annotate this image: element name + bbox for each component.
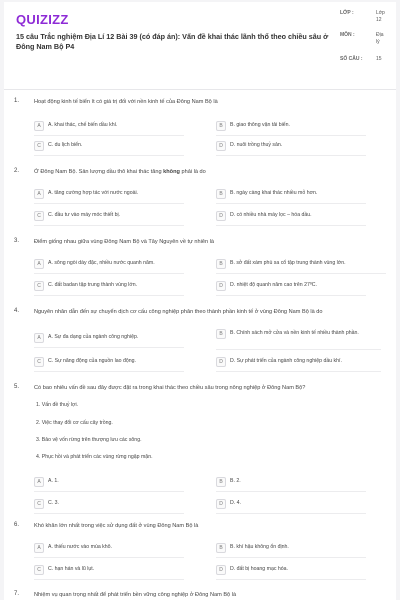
statement-item: 4. Phục hồi và phát triển các vùng rừng ngập mặn. bbox=[36, 454, 153, 460]
option-text: A. thiếu nước vào mùa khô. bbox=[48, 544, 112, 550]
meta-class bbox=[340, 10, 392, 32]
option-letter: D bbox=[216, 281, 226, 291]
option-divider bbox=[34, 135, 184, 136]
statement-item: 1. Vấn đề thuỷ lợi. bbox=[36, 402, 79, 408]
meta-class-label: LỚP : bbox=[340, 10, 354, 16]
option-divider bbox=[34, 273, 184, 274]
meta-subject bbox=[340, 32, 392, 56]
worksheet-meta bbox=[340, 10, 392, 62]
option-divider bbox=[216, 203, 366, 204]
option-text: A. sông ngòi dày đặc, nhiều nước quanh năm. bbox=[48, 260, 155, 266]
option-text: B. Chính sách mở cửa và nền kinh tế nhiều thành phần. bbox=[230, 330, 359, 336]
question-number: 2. bbox=[14, 168, 20, 174]
option-divider bbox=[34, 557, 184, 558]
option-letter: C bbox=[34, 211, 44, 221]
option-letter: C bbox=[34, 499, 44, 509]
option-divider bbox=[34, 579, 184, 580]
option-divider bbox=[216, 349, 381, 350]
option-letter: B bbox=[216, 543, 226, 553]
question-number: 6. bbox=[14, 522, 20, 528]
option-divider bbox=[34, 371, 184, 372]
question-text-end: phải là do bbox=[179, 169, 206, 175]
option-letter: A bbox=[34, 121, 44, 131]
question-number: 5. bbox=[14, 384, 20, 390]
option-letter: C bbox=[34, 281, 44, 291]
option-text: D. 4. bbox=[230, 500, 241, 506]
option-text: B. khí hậu không ổn định. bbox=[230, 544, 289, 550]
option-divider bbox=[34, 155, 184, 156]
option-divider bbox=[216, 579, 366, 580]
question-text: Khó khăn lớn nhất trong việc sử dụng đất ở vùng Đông Nam Bộ là bbox=[34, 523, 199, 529]
option-letter: B bbox=[216, 477, 226, 487]
option-text: C. đất badan tập trung thành vùng lớn. bbox=[48, 282, 138, 288]
option-letter: D bbox=[216, 565, 226, 575]
option-divider bbox=[34, 347, 184, 348]
question-number: 4. bbox=[14, 308, 20, 314]
question-text: Điểm giống nhau giữa vùng Đông Nam Bộ và Tây Nguyên về tự nhiên là bbox=[34, 239, 214, 245]
meta-class-value: Lớp 12 bbox=[376, 10, 385, 23]
question-text-start: Ở Đông Nam Bộ. Sản lượng dầu thô khai thác tăng bbox=[34, 169, 164, 175]
option-divider bbox=[34, 295, 184, 296]
option-text: C. 3. bbox=[48, 500, 59, 506]
option-text: A. 1. bbox=[48, 478, 59, 484]
option-letter: B bbox=[216, 259, 226, 269]
statement-item: 3. Bảo vệ vốn rừng trên thượng lưu các sông. bbox=[36, 437, 142, 443]
option-letter: D bbox=[216, 211, 226, 221]
question-text: Hoạt động kinh tế biển ít có giá trị đối với nền kinh tế của Đông Nam Bộ là bbox=[34, 99, 218, 105]
option-letter: A bbox=[34, 543, 44, 553]
meta-count-label: SỐ CÂU : bbox=[340, 56, 363, 62]
option-divider bbox=[34, 203, 184, 204]
question-text: Nguyên nhân dẫn đến sự chuyển dịch cơ cấu công nghiệp phân theo thành phần kinh tế ở vùng Đông Nam Bộ là do bbox=[34, 309, 323, 315]
option-letter: C bbox=[34, 565, 44, 575]
option-text: C. đầu tư vào máy móc thiết bị. bbox=[48, 212, 121, 218]
worksheet-title: 15 câu Trắc nghiệm Địa Lí 12 Bài 39 (có đáp án): Vấn đề khai thác lãnh thổ theo chiều sâu ở Đông Nam Bộ P4 bbox=[16, 32, 329, 51]
option-letter: D bbox=[216, 357, 226, 367]
option-divider bbox=[216, 371, 381, 372]
option-divider bbox=[34, 225, 184, 226]
option-text: A. khai thác, chế biến dầu khí. bbox=[48, 122, 118, 128]
option-letter: D bbox=[216, 499, 226, 509]
option-text: C. du lịch biển. bbox=[48, 142, 83, 148]
option-letter: B bbox=[216, 189, 226, 199]
option-divider bbox=[216, 135, 366, 136]
question-number: 7. bbox=[14, 591, 20, 597]
meta-subject-label: MÔN : bbox=[340, 32, 355, 38]
meta-count bbox=[340, 56, 392, 62]
statement-item: 2. Việc thay đổi cơ cấu cây trồng. bbox=[36, 420, 113, 426]
option-text: D. nuôi trồng thuỷ sản. bbox=[230, 142, 283, 148]
option-text: D. có nhiều nhà máy lọc – hóa dầu. bbox=[230, 212, 312, 218]
option-text: B. giao thông vận tải biển. bbox=[230, 122, 290, 128]
option-text: A. Sự đa dạng của ngành công nghiệp. bbox=[48, 334, 139, 340]
option-text: D. nhiệt độ quanh năm cao trên 27ºC. bbox=[230, 282, 317, 288]
option-letter: C bbox=[34, 141, 44, 151]
worksheet-header bbox=[4, 2, 396, 90]
option-letter: A bbox=[34, 259, 44, 269]
option-divider bbox=[216, 557, 366, 558]
question-text: Có bao nhiêu vấn đề sau đây được đặt ra trong khai thác theo chiều sâu trong nông nghiệp ở Đông Nam Bộ? bbox=[34, 385, 306, 391]
option-divider bbox=[216, 273, 386, 274]
option-text: B. sở đất xám phù sa cổ tập trung thành vùng lớn. bbox=[230, 260, 346, 266]
option-letter: D bbox=[216, 141, 226, 151]
option-text: D. đất bị hoang mạc hóa. bbox=[230, 566, 288, 572]
option-text: B. ngày càng khai thác nhiều mỏ hơn. bbox=[230, 190, 318, 196]
option-letter: B bbox=[216, 329, 226, 339]
option-letter: A bbox=[34, 189, 44, 199]
meta-subject-value: Địa lý bbox=[376, 32, 384, 45]
option-text: A. tăng cường hợp tác với nước ngoài. bbox=[48, 190, 139, 196]
option-text: C. hạn hán và lũ lụt. bbox=[48, 566, 95, 572]
question-text bbox=[34, 168, 386, 176]
option-divider bbox=[34, 491, 184, 492]
option-letter: A bbox=[34, 477, 44, 487]
option-text: B. 2. bbox=[230, 478, 241, 484]
option-divider bbox=[216, 155, 366, 156]
option-divider bbox=[216, 295, 366, 296]
option-text: D. Sự phát triển của ngành công nghiệp dầu khí. bbox=[230, 358, 342, 364]
question-number: 1. bbox=[14, 98, 20, 104]
option-text: C. Sự năng động của nguồn lao động. bbox=[48, 358, 136, 364]
option-divider bbox=[216, 225, 366, 226]
worksheet-page bbox=[4, 2, 396, 600]
option-letter: C bbox=[34, 357, 44, 367]
question-text-emphasis: không bbox=[163, 169, 180, 175]
option-divider bbox=[216, 491, 366, 492]
option-letter: A bbox=[34, 333, 44, 343]
question-text: Nhiệm vụ quan trọng nhất để phát triển bền vững công nghiệp ở Đông Nam Bộ là bbox=[34, 592, 237, 598]
quizizz-logo: QUIZIZZ bbox=[16, 12, 69, 27]
option-letter: B bbox=[216, 121, 226, 131]
meta-count-value: 15 bbox=[376, 56, 382, 62]
question-number: 3. bbox=[14, 238, 20, 244]
option-divider bbox=[34, 513, 184, 514]
option-divider bbox=[216, 513, 366, 514]
